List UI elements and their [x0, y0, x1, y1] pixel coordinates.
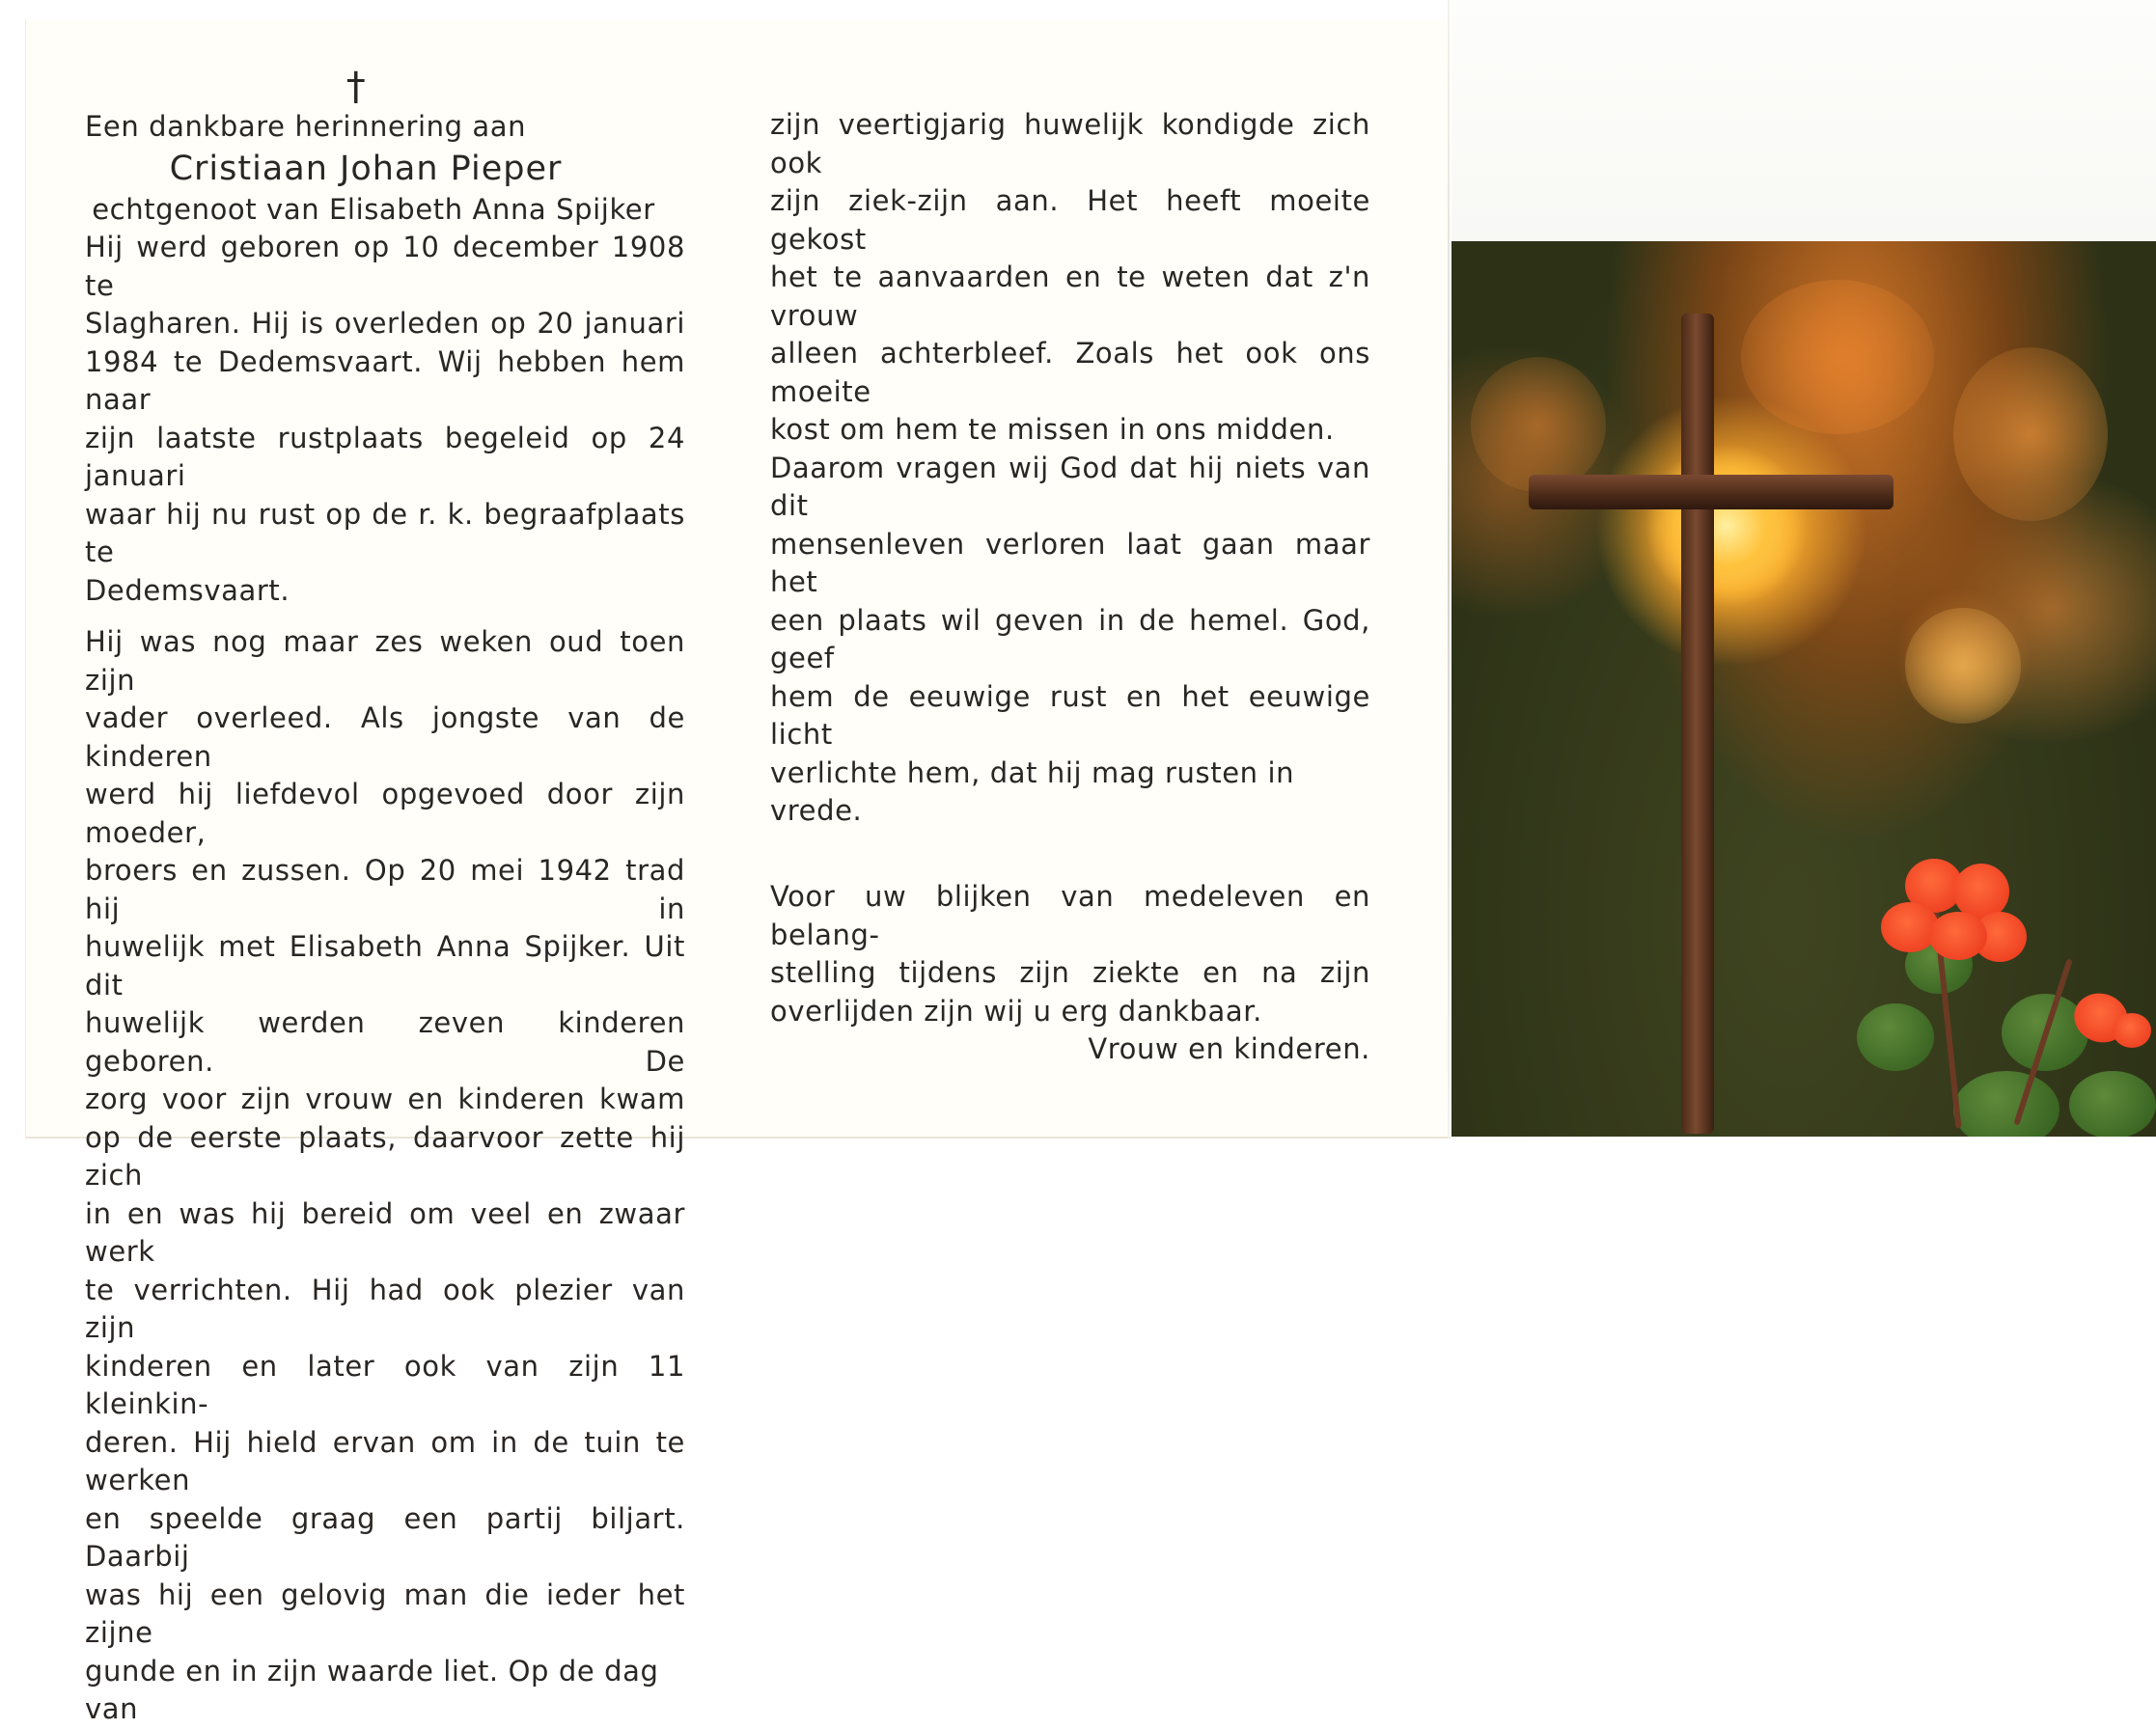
- paragraph-prayer: [770, 450, 1370, 831]
- text-line: vader overleed. Als jongste van de kinderen: [85, 701, 685, 773]
- text-line: overlijden zijn wij u erg dankbaar.: [770, 994, 1262, 1028]
- text-line: kost om hem te missen in ons midden.: [770, 413, 1335, 446]
- text-line: en speelde graag een partij biljart. Daarbij: [85, 1501, 685, 1573]
- text-line: Daarom vragen wij God dat hij niets van dit: [770, 451, 1370, 522]
- text-line: Dedemsvaart.: [85, 573, 290, 607]
- text-line: stelling tijdens zijn ziekte en na zijn: [770, 956, 1370, 989]
- text-line: zorg voor zijn vrouw en kinderen kwam: [85, 1083, 685, 1115]
- text-line: 1984 te Dedemsvaart. Wij hebben hem naar: [85, 344, 685, 416]
- text-line: gunde en in zijn waarde liet. Op de dag van: [85, 1654, 659, 1725]
- bokeh-light: [1741, 280, 1934, 434]
- cross-upright: [1681, 314, 1714, 1134]
- thanks-paragraph: [770, 878, 1370, 1030]
- bokeh-light: [1953, 347, 2108, 521]
- text-line: verlichte hem, dat hij mag rusten in vrede.: [770, 755, 1295, 827]
- paragraph-illness: [770, 106, 1370, 450]
- text-line: te verrichten. Hij had ook plezier van zijn: [85, 1273, 685, 1344]
- text-line: deren. Hij hield ervan om in de tuin te werken: [85, 1425, 685, 1496]
- paragraph-life: [85, 623, 685, 1729]
- leaf: [2069, 1071, 2156, 1137]
- text-line: mensenleven verloren laat gaan maar het: [770, 527, 1370, 598]
- card-fold: [1448, 0, 1450, 1139]
- flower-bud: [2113, 1013, 2151, 1048]
- text-line: Voor uw blijken van medeleven en belang-: [770, 880, 1370, 951]
- text-line: zijn ziek-zijn aan. Het heeft moeite gekost: [770, 184, 1370, 256]
- text-line: kinderen en later ook van zijn 11 kleinkin-: [85, 1349, 685, 1420]
- cross-symbol: †: [346, 65, 367, 109]
- text-line: een plaats wil geven in de hemel. God, geef: [770, 603, 1370, 674]
- text-line: in en was hij bereid om veel en zwaar werk: [85, 1196, 685, 1268]
- text-line: Slagharen. Hij is overleden op 20 januari: [85, 307, 685, 340]
- deceased-name: Cristiaan Johan Pieper: [169, 149, 563, 188]
- text-line: was hij een gelovig man die ieder het zijne: [85, 1578, 685, 1649]
- text-line: Hij werd geboren op 10 december 1908 te: [85, 231, 685, 302]
- text-line: huwelijk met Elisabeth Anna Spijker. Uit dit: [85, 930, 685, 1002]
- flower-petal: [1929, 912, 1987, 960]
- intro-line: Een dankbare herinnering aan: [85, 110, 527, 143]
- sun-glow: [1645, 444, 1809, 608]
- memorial-photo: [1451, 0, 2156, 1137]
- text-line: werd hij liefdevol opgevoed door zijn moeder,: [85, 778, 685, 849]
- text-line: waar hij nu rust op de r. k. begraafplaats te: [85, 497, 685, 568]
- text-line: broers en zussen. Op 20 mei 1942 trad hij in: [85, 854, 685, 925]
- text-line: zijn veertigjarig huwelijk kondigde zich ook: [770, 108, 1370, 179]
- text-line: Hij was nog maar zes weken oud toen zijn: [85, 625, 685, 697]
- text-line: het te aanvaarden en te weten dat z'n vrouw: [770, 261, 1370, 332]
- bokeh-light: [1905, 608, 2021, 724]
- bokeh-light: [1471, 357, 1606, 492]
- thanks-block: [770, 878, 1370, 1069]
- text-line: op de eerste plaats, daarvoor zette hij zich: [85, 1120, 685, 1192]
- leaf: [1857, 1003, 1934, 1071]
- paragraph-birth-death: [85, 229, 685, 610]
- text-line: zijn laatste rustplaats begeleid op 24 januari: [85, 421, 685, 492]
- text-line: hem de eeuwige rust en het eeuwige licht: [770, 679, 1370, 751]
- left-column: [85, 66, 685, 1729]
- text-line: alleen achterbleef. Zoals het ook ons moeite: [770, 337, 1370, 408]
- text-line: huwelijk werden zeven kinderen geboren. De: [85, 1006, 685, 1078]
- right-column: [770, 106, 1370, 831]
- signature: Vrouw en kinderen.: [1088, 1032, 1370, 1065]
- spouse-line: echtgenoot van Elisabeth Anna Spijker: [92, 192, 655, 226]
- cross-beam: [1529, 475, 1893, 509]
